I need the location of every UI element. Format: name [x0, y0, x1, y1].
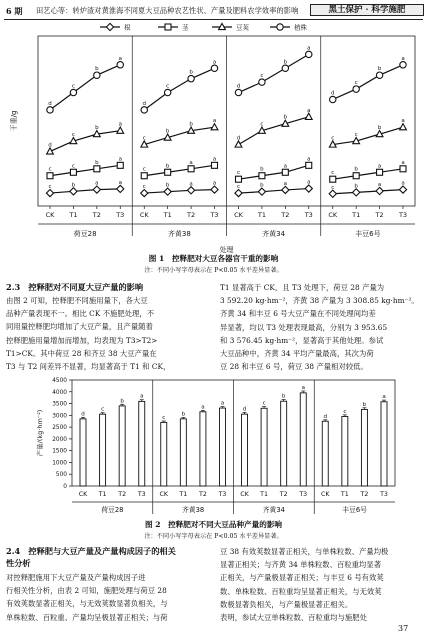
- x-tick-label: CK: [234, 211, 243, 219]
- data-point: [211, 65, 217, 71]
- x-tick-label: CK: [159, 491, 169, 498]
- group-label: 荷豆28: [101, 506, 124, 514]
- x-tick-label: T1: [98, 491, 107, 498]
- significance-letter: b: [165, 128, 170, 135]
- significance-letter: b: [71, 182, 76, 189]
- significance-letter: c: [101, 406, 105, 413]
- data-point: [235, 189, 242, 196]
- significance-letter: c: [354, 132, 358, 139]
- significance-letter: a: [401, 55, 405, 62]
- significance-letter: c: [71, 83, 75, 90]
- issue-number: 6 期: [6, 6, 23, 16]
- significance-letter: a: [189, 181, 193, 188]
- y-tick-label: 2500: [52, 425, 67, 432]
- significance-letter: c: [71, 132, 75, 139]
- significance-letter: c: [166, 83, 170, 90]
- y-axis-label: 产量/(kg·hm⁻²): [36, 409, 44, 457]
- series-line-茎: [50, 165, 120, 175]
- text-line: 和 3 576.45 kg·hm⁻²，显著高于其他处理。参试: [220, 335, 384, 345]
- group-label: 齐黄34: [262, 230, 286, 238]
- data-point: [141, 107, 147, 113]
- x-tick-label: T3: [304, 211, 313, 219]
- y-axis-label: 干重/g: [10, 110, 18, 132]
- series-line-茎: [144, 165, 214, 175]
- data-point: [306, 162, 312, 168]
- data-point: [305, 113, 312, 119]
- data-point: [400, 124, 407, 130]
- section-2-4-heading-line: 性分析: [6, 558, 31, 568]
- data-point: [258, 188, 265, 195]
- data-point: [330, 96, 336, 102]
- data-point: [400, 62, 406, 68]
- significance-letter: b: [281, 393, 286, 400]
- legend-marker: [165, 24, 171, 30]
- text-line: 控释肥施用量增加而增加，均表现为 T3>T2>: [6, 335, 158, 345]
- text-line: 由图 2 可知，控释肥不同施用量下，各大豆: [6, 296, 148, 305]
- significance-letter: b: [354, 183, 358, 190]
- journal-banner: 黑土保护 · 科学施肥: [310, 4, 424, 16]
- significance-letter: b: [354, 166, 358, 173]
- significance-letter: c: [354, 80, 358, 87]
- significance-letter: a: [307, 179, 311, 186]
- data-point: [117, 162, 123, 168]
- x-tick-label: T1: [340, 491, 349, 498]
- significance-letter: a: [212, 156, 217, 163]
- data-point: [187, 187, 194, 194]
- yield-bar: [261, 408, 267, 486]
- series-line-植株: [236, 54, 309, 92]
- significance-letter: a: [307, 156, 311, 163]
- significance-letter: c: [142, 184, 146, 191]
- data-point: [47, 173, 53, 179]
- text-line: 3 592.20 kg·hm⁻²，齐黄 38 产量为 3 308.85 kg·hm⁻²。: [220, 296, 419, 306]
- data-point: [93, 186, 100, 193]
- data-point: [117, 185, 124, 192]
- x-tick-label: CK: [139, 211, 149, 219]
- text-line: 数极显著负相关，与产量极显著正相关。: [220, 599, 353, 609]
- x-tick-label: T2: [118, 491, 127, 498]
- significance-letter: a: [307, 107, 311, 114]
- significance-letter: a: [201, 404, 205, 411]
- y-tick-label: 0: [63, 484, 67, 490]
- data-point: [70, 169, 76, 175]
- x-tick-label: T3: [116, 211, 125, 219]
- yield-bar: [342, 417, 348, 486]
- data-point: [235, 141, 242, 147]
- series-line-植株: [333, 65, 403, 100]
- significance-letter: b: [165, 163, 170, 170]
- series-line-根: [333, 190, 403, 194]
- significance-letter: d: [236, 83, 241, 90]
- x-tick-label: T2: [198, 491, 207, 498]
- figure-2-caption: 图 2 控释肥对不同大豆品种产量的影响: [144, 520, 283, 529]
- series-line-豆荚: [50, 131, 120, 152]
- x-tick-label: T2: [360, 491, 369, 498]
- significance-letter: b: [283, 114, 288, 121]
- data-point: [235, 89, 241, 95]
- significance-letter: c: [71, 163, 75, 170]
- significance-letter: b: [95, 159, 99, 166]
- significance-letter: d: [142, 100, 146, 107]
- significance-letter: d: [48, 142, 52, 149]
- significance-letter: b: [189, 121, 193, 128]
- data-point: [141, 173, 147, 179]
- data-point: [70, 188, 77, 195]
- text-line: 同用量控释肥均增加了大豆产量，且产量随着: [6, 322, 153, 332]
- group-label: 齐黄38: [182, 506, 205, 514]
- text-line: 行相关性分析，由表 2 可知，施肥处理与荷豆 28: [6, 586, 167, 596]
- significance-letter: d: [323, 413, 327, 420]
- significance-letter: c: [142, 166, 146, 173]
- y-tick-label: 3000: [52, 413, 67, 420]
- significance-letter: a: [307, 45, 311, 52]
- data-point: [353, 173, 359, 179]
- y-tick-label: 4000: [52, 389, 67, 396]
- x-tick-label: CK: [320, 491, 330, 498]
- x-tick-label: T2: [281, 211, 290, 219]
- y-tick-label: 1500: [52, 448, 67, 455]
- section-2-4-left-column: [6, 571, 210, 624]
- significance-letter: d: [236, 135, 241, 142]
- x-tick-label: CK: [45, 211, 55, 219]
- x-tick-label: T1: [163, 211, 172, 219]
- data-point: [305, 185, 312, 192]
- legend-marker: [277, 24, 283, 30]
- legend-label: 豆荚: [236, 23, 249, 32]
- significance-letter: a: [212, 59, 217, 66]
- significance-letter: b: [362, 401, 367, 408]
- data-point: [212, 162, 218, 168]
- significance-letter: a: [189, 159, 193, 166]
- text-line: T1>CK。其中荷豆 28 和齐豆 38 大豆产量在: [6, 348, 157, 358]
- significance-letter: b: [95, 66, 99, 73]
- significance-letter: a: [382, 394, 386, 401]
- data-point: [353, 86, 359, 92]
- group-label: 丰豆6号: [355, 230, 381, 238]
- figure-1-note: 注：不同小写字母表示在 P<0.05 水平差异显著。: [144, 267, 283, 274]
- legend-label: 植株: [294, 23, 307, 32]
- significance-letter: c: [236, 170, 241, 177]
- text-line: 表明，参试大豆单株粒数、百粒重均与施肥处: [220, 613, 367, 623]
- text-line: 正相关，与产量极显著正相关；与丰豆 6 号有效荚: [220, 573, 384, 583]
- yield-bar: [242, 414, 248, 486]
- figure-2-note: 注：不同小写字母表示在 P<0.05 水平差异显著。: [144, 533, 283, 540]
- data-point: [306, 51, 312, 57]
- significance-letter: a: [377, 163, 382, 170]
- figure-1-caption: 图 1 控释肥对大豆各器官干重的影响: [148, 254, 279, 263]
- significance-letter: c: [142, 135, 146, 142]
- text-line: 显著正相关；与齐黄 34 单株粒数、百粒重均显著: [220, 560, 382, 570]
- page-number: 37: [398, 624, 409, 633]
- significance-letter: a: [140, 393, 144, 400]
- text-line: T1 显著高于 CK，且 T3 处理下，荷豆 28 产量为: [220, 283, 385, 292]
- significance-letter: b: [120, 398, 124, 405]
- group-label: 丰豆6号: [342, 506, 367, 514]
- x-tick-label: T3: [380, 491, 388, 498]
- section-2-4-heading: [6, 545, 176, 569]
- data-point: [400, 166, 406, 172]
- data-point: [70, 89, 76, 95]
- significance-letter: d: [48, 100, 52, 107]
- legend-label: 根: [124, 23, 131, 32]
- x-tick-label: T1: [352, 211, 361, 219]
- text-line: 豆 28 和丰豆 6 号，荷豆 38 产量相对较低。: [220, 362, 368, 372]
- data-point: [164, 89, 170, 95]
- text-line: 齐黄 34 和丰豆 6 号大豆产量在不同处理间均差: [220, 309, 376, 319]
- significance-letter: d: [331, 90, 335, 97]
- significance-letter: b: [260, 166, 264, 173]
- legend-marker: [106, 23, 113, 30]
- x-tick-label: CK: [78, 491, 88, 498]
- significance-letter: c: [260, 73, 264, 80]
- significance-letter: b: [181, 411, 186, 418]
- yield-bar: [180, 419, 186, 486]
- significance-letter: a: [401, 159, 405, 166]
- x-tick-label: CK: [240, 491, 249, 498]
- x-tick-label: T3: [218, 491, 227, 498]
- x-tick-label: T1: [69, 211, 78, 219]
- data-point: [330, 176, 336, 182]
- significance-letter: a: [118, 55, 122, 62]
- significance-letter: a: [95, 180, 99, 187]
- data-point: [141, 189, 148, 196]
- data-point: [46, 189, 53, 196]
- significance-letter: c: [162, 414, 166, 421]
- significance-letter: a: [283, 163, 288, 170]
- series-line-根: [144, 190, 214, 193]
- significance-letter: a: [118, 121, 122, 128]
- group-label: 齐黄34: [262, 506, 285, 514]
- yield-bar: [200, 412, 206, 486]
- series-line-植株: [50, 65, 120, 110]
- section-2-3-left-column: [6, 294, 210, 373]
- section-2-4-right-column: [220, 545, 423, 624]
- significance-letter: b: [260, 182, 264, 189]
- section-2-3-right-column: [220, 281, 423, 373]
- y-tick-label: 1000: [52, 460, 67, 467]
- significance-letter: b: [165, 182, 170, 189]
- x-tick-label: T1: [257, 211, 266, 219]
- y-tick-label: 4500: [52, 378, 67, 384]
- section-2-4-heading-line: 2.4 控释肥与大豆产量及产量构成因子的相关: [6, 546, 176, 556]
- significance-letter: c: [260, 121, 264, 128]
- text-line: 数、单株粒数、百粒重均呈显著正相关，与无效荚: [220, 586, 382, 596]
- significance-letter: c: [331, 135, 335, 142]
- figure-1-line-chart: [0, 22, 427, 260]
- data-point: [188, 75, 194, 81]
- x-axis-label: 处理: [219, 246, 234, 254]
- header-rule: [4, 19, 423, 20]
- data-point: [282, 186, 289, 193]
- data-point: [377, 169, 383, 175]
- x-tick-label: T2: [279, 491, 288, 498]
- data-point: [259, 79, 265, 85]
- significance-letter: a: [212, 118, 217, 125]
- significance-letter: a: [301, 384, 305, 391]
- group-label: 齐黄38: [167, 230, 191, 238]
- text-line: 异显著，均以 T3 处理表现最高，分别为 3 953.65: [220, 322, 388, 332]
- text-line: 有效荚数显著正相关，与无效荚数显著负相关，与: [6, 599, 168, 609]
- yield-bar: [139, 401, 145, 486]
- y-tick-label: 500: [55, 472, 67, 479]
- yield-bar: [322, 421, 328, 486]
- significance-letter: b: [283, 59, 288, 66]
- yield-bar: [361, 409, 367, 486]
- series-line-豆荚: [236, 114, 309, 145]
- significance-letter: a: [401, 180, 405, 187]
- x-tick-label: T2: [187, 211, 196, 219]
- significance-letter: a: [283, 180, 288, 187]
- yield-bar: [100, 414, 106, 486]
- significance-letter: a: [212, 180, 217, 187]
- data-point: [399, 186, 406, 193]
- data-point: [94, 166, 100, 172]
- data-point: [211, 186, 218, 193]
- series-line-茎: [333, 166, 403, 179]
- yield-bar: [220, 408, 226, 486]
- data-point: [165, 169, 171, 175]
- text-line: T3 与 T2 间差异不显著，均显著高于 T1 和 CK，: [6, 362, 171, 372]
- text-line: 对控释肥施用下大豆产量及产量构成因子进: [6, 573, 146, 582]
- significance-letter: d: [242, 406, 247, 413]
- data-point: [47, 107, 53, 113]
- significance-letter: b: [95, 125, 99, 132]
- data-point: [329, 190, 336, 197]
- data-point: [236, 176, 242, 182]
- data-point: [117, 127, 124, 133]
- data-point: [94, 72, 100, 78]
- text-line: 单株粒数、百粒重、产量均呈极显著正相关；与荷: [6, 612, 168, 622]
- significance-letter: a: [118, 179, 122, 186]
- text-line: 大豆品种中，齐黄 34 平均产量最高，其次为荷: [220, 349, 374, 359]
- group-label: 荷豆28: [73, 230, 97, 238]
- yield-bar: [80, 419, 86, 486]
- legend-label: 茎: [182, 23, 189, 32]
- data-point: [188, 166, 194, 172]
- yield-bar: [300, 393, 306, 486]
- data-point: [211, 124, 218, 130]
- x-tick-label: T3: [210, 211, 219, 219]
- x-tick-label: CK: [328, 211, 338, 219]
- significance-letter: c: [331, 170, 335, 177]
- data-point: [282, 65, 288, 71]
- significance-letter: b: [189, 69, 193, 76]
- significance-letter: c: [262, 400, 266, 407]
- significance-letter: a: [118, 156, 122, 163]
- yield-bar: [381, 402, 387, 486]
- series-line-豆荚: [144, 127, 214, 144]
- series-line-茎: [236, 165, 309, 179]
- significance-letter: c: [331, 184, 335, 191]
- significance-letter: d: [81, 411, 85, 418]
- text-line: 品种产量表现不一。相比 CK 不施肥处理，不: [6, 309, 155, 319]
- yield-bar: [281, 401, 287, 486]
- significance-letter: a: [220, 400, 225, 407]
- significance-letter: a: [401, 118, 405, 125]
- significance-letter: b: [377, 66, 382, 73]
- data-point: [376, 72, 382, 78]
- data-point: [353, 189, 360, 196]
- data-point: [164, 188, 171, 195]
- running-title: 田艺心等：转炉渣对黄淮海不同夏大豆品种农艺性状、产量及肥料农学效率的影响: [36, 6, 299, 15]
- yield-bar: [161, 422, 167, 486]
- significance-letter: c: [343, 408, 347, 415]
- significance-letter: b: [377, 125, 382, 132]
- data-point: [259, 173, 265, 179]
- x-tick-label: T2: [92, 211, 101, 219]
- series-line-植株: [144, 68, 214, 110]
- data-point: [282, 169, 288, 175]
- significance-letter: a: [377, 181, 382, 188]
- data-point: [376, 187, 383, 194]
- x-tick-label: T2: [375, 211, 384, 219]
- yield-bar: [119, 406, 125, 486]
- significance-letter: c: [48, 166, 52, 173]
- x-tick-label: T3: [398, 211, 408, 219]
- series-line-根: [239, 189, 309, 194]
- y-tick-label: 2000: [52, 436, 67, 443]
- figure-2-bar-chart: [0, 376, 427, 518]
- significance-letter: c: [48, 184, 52, 191]
- x-tick-label: T3: [299, 491, 308, 498]
- section-2-3-heading: 2.3 控释肥对不同夏大豆产量的影响: [6, 282, 144, 292]
- x-tick-label: T1: [179, 491, 188, 498]
- series-line-豆荚: [333, 127, 403, 144]
- y-tick-label: 3500: [52, 401, 67, 408]
- text-line: 豆 38 有效荚数显著正相关，与单株粒数、产量均极: [220, 547, 389, 556]
- data-point: [117, 62, 123, 68]
- significance-letter: c: [236, 184, 241, 191]
- x-tick-label: T1: [260, 491, 269, 498]
- series-line-根: [50, 189, 120, 193]
- x-tick-label: T3: [137, 491, 146, 498]
